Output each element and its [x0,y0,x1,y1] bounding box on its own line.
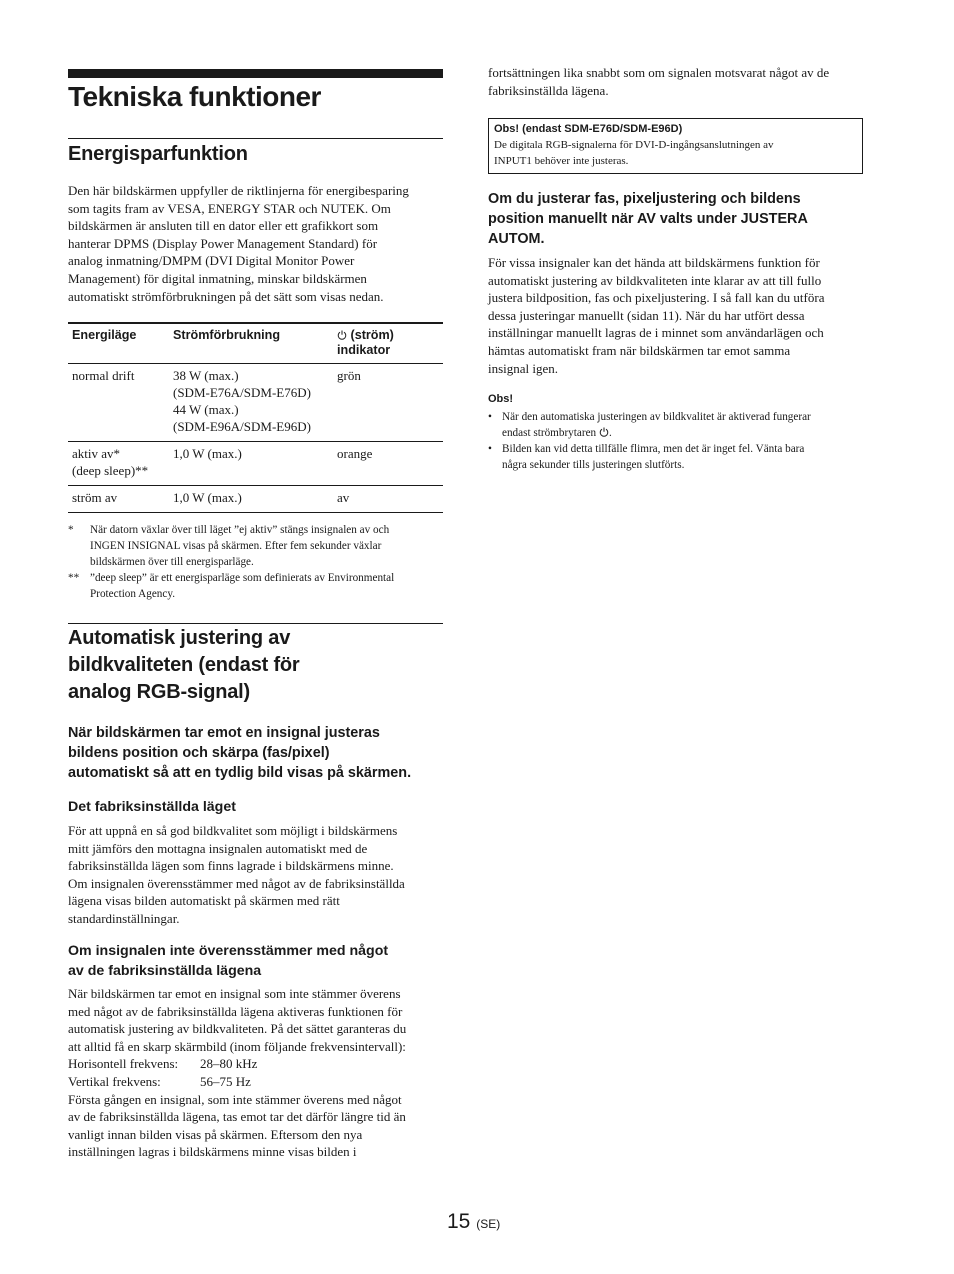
col-energy-mode: Energiläge [68,323,169,364]
energy-table [68,322,443,513]
note-box-text: De digitala RGB-signalerna för DVI-D-ingångsanslutningen av INPUT1 behöver inte justeras. [494,139,774,167]
no-match-text: När bildskärmen tar emot en insignal som inte stämmer överens med något av de fabriksinställda lägena aktiveras funktionen för automatisk justering av bildkvaliteten. På det sättet garanteras du att alltid få en skarp skärmbild (inom följande frekvensintervall): Horisontell frekvens: 28–80 kHz Vertikal frekvens: 56–75 Hz Första gången en insignal, som inte stämmer överens med något av de fabriksinställda lägena, tas emot tar det därför längre tid än vanligt innan bilden visas på skärmen. Eftersom den nya inställningen lagras i bildskärmens minne visas bilden i [68,985,448,1161]
col-indicator: (ström) indikator [333,323,443,364]
table-row: ström av 1,0 W (max.) av [68,486,443,513]
title-bar-decoration [68,69,443,78]
note-list [488,409,863,473]
energy-heading: Energisparfunktion [68,143,248,165]
factory-mode-heading: Det fabriksinställda läget [68,799,236,815]
table-footnotes [68,522,443,602]
factory-mode-text: För att uppnå en så god bildkvalitet som möjligt i bildskärmens mitt jämförs den mottagna insignalen automatiskt med de fabriksinställda lägen som finns lagrade i bildskärmens minne. Om insignalen överensstämmer med något av de fabriksinställda lägena visas bilden automatiskt på skärmen med rätt standardinställningar. [68,823,405,926]
footnote: ** ”deep sleep” är ett energisparläge som definierats av Environmental Protection Agency. [68,572,395,600]
table-row: aktiv av* (deep sleep)** 1,0 W (max.) orange [68,442,443,486]
no-match-text-continued: fortsättningen lika snabbt som om signalen motsvarat något av de fabriksinställda lägena. [488,65,830,98]
list-item: • När den automatiska justeringen av bildkvalitet är aktiverad fungerar endast strömbrytaren . [488,411,811,439]
section-divider [68,138,443,139]
col-power-consumption: Strömförbrukning [169,323,333,364]
manual-adjust-heading: Om du justerar fas, pixeljustering och bildens position manuellt när AV valts under JUSTERA AUTOM. [488,191,808,247]
note-box-digital [488,118,863,174]
table-header-row [68,323,443,364]
page-number: 15 (SE) [447,1210,501,1233]
note-label: Obs! [488,393,514,405]
page-title: Tekniska funktioner [68,81,321,112]
table-row: normal drift 38 W (max.) (SDM-E76A/SDM-E76D) 44 W (max.) (SDM-E96A/SDM-E96D) grön [68,364,443,442]
energy-intro: Den här bildskärmen uppfyller de riktlinjerna för energibesparing som tagits fram av VESA, ENERGY STAR och NUTEK. Om bildskärmen är ansluten till en dator eller ett grafikkort som hanterar DPMS (Display Power Management Standard) för analog inmatning/DMPM (DVI Digital Monitor Power Management) för digital inmatning, minskar bildskärmen automatiskt strömförbrukningen på det sätt som visas nedan. [68,183,409,304]
frequency-row: Vertikal frekvens: 56–75 Hz [68,1073,251,1089]
power-icon [599,427,609,437]
footnote: * När datorn växlar över till läget ”ej aktiv” stängs insignalen av och INGEN INSIGNAL visas på skärmen. Efter fem sekunder växlar bildskärmen över till energisparläge. [68,524,390,568]
list-item: • Bilden kan vid detta tillfälle flimra, men det är inget fel. Vänta bara några sekunder tills justeringen slutförts. [488,443,805,471]
no-match-heading: Om insignalen inte överensstämmer med något av de fabriksinställda lägena [68,943,389,979]
auto-adjust-heading: Automatisk justering av bildkvaliteten (endast för analog RGB-signal) [68,627,300,703]
auto-adjust-lead: När bildskärmen tar emot en insignal justeras bildens position och skärpa (fas/pixel) automatiskt så att en tydlig bild visas på skärmen. [68,725,412,781]
manual-adjust-text: För vissa insignaler kan det hända att bildskärmens funktion för automatiskt justering av bildkvaliteten inte klarar av att till fullo justera bildposition, fas och pixeljustering. I så fall kan du utföra dessa justeringar manuellt (sidan 11). När du har utfört dessa inställningar manuellt lagras de i minnet som användarlägen och hämtas automatiskt fram när bildskärmen tar emot samma insignal igen. [488,255,825,376]
note-box-title: Obs! (endast SDM-E76D/SDM-E96D) [494,123,683,135]
section-divider [68,623,443,624]
power-icon [337,330,347,340]
frequency-row: Horisontell frekvens: 28–80 kHz [68,1056,258,1072]
